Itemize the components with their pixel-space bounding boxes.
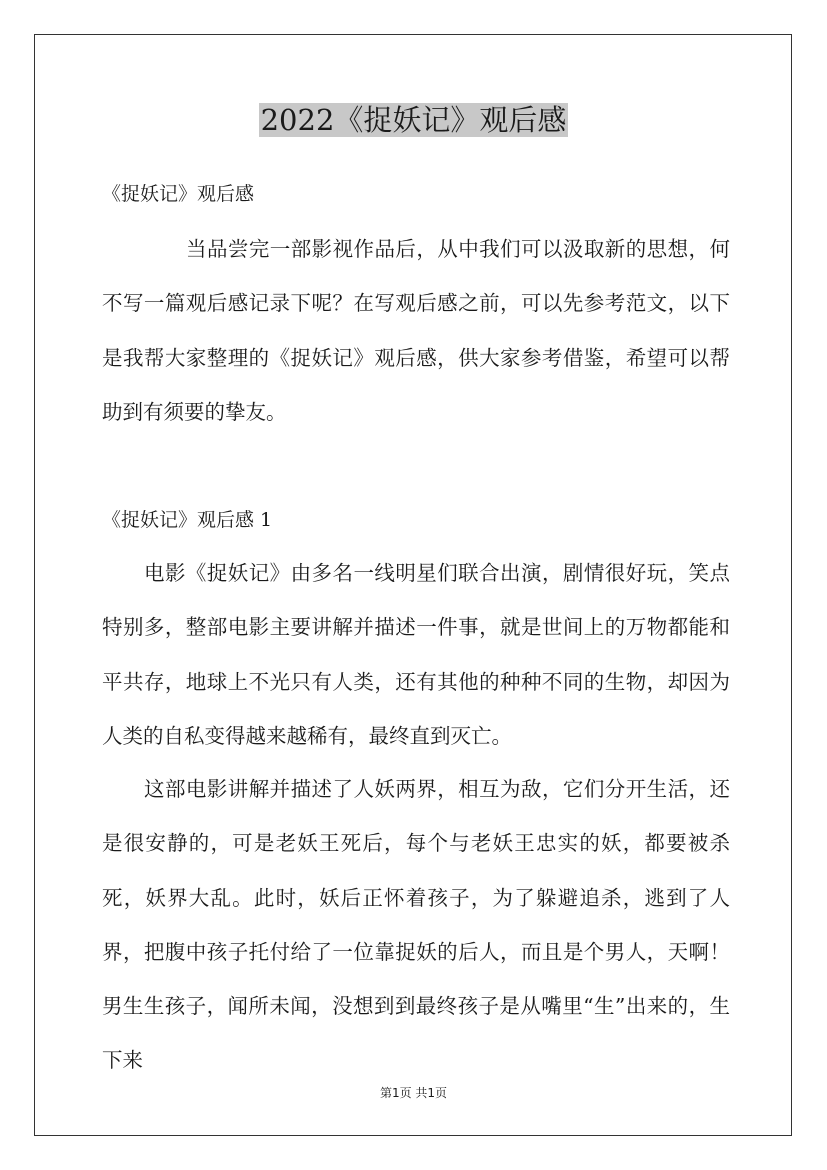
document-title: 2022《捉妖记》观后感 xyxy=(260,103,567,137)
page-footer: 第1页 共1页 xyxy=(379,1086,448,1100)
section-heading: 《捉妖记》观后感 xyxy=(102,183,255,205)
essay-heading: 《捉妖记》观后感 1 xyxy=(102,509,273,531)
body-paragraph-2: 这部电影讲解并描述了人妖两界，相互为敌，它们分开生活，还是很安静的，可是老妖王死后，每个与老妖王忠实的妖，都要被杀死，妖界大乱。此时，妖后正怀着孩子，为了躲避追杀，逃到了人界，把腹中孩子托付给了一位靠捉妖的后人，而且是个男人，天啊！男生生孩子，闻所未闻，没想到到最终孩子是从嘴里“生”出来的，生下来 xyxy=(102,777,730,1073)
intro-paragraph: 当品尝完一部影视作品后，从中我们可以汲取新的思想，何不写一篇观后感记录下呢？在写观后感之前，可以先参考范文，以下是我帮大家整理的《捉妖记》观后感，供大家参考借鉴，希望可以帮助到有须要的挚友。 xyxy=(102,237,730,424)
body-paragraph-1: 电影《捉妖记》由多名一线明星们联合出演，剧情很好玩，笑点特别多，整部电影主要讲解并描述一件事，就是世间上的万物都能和平共存，地球上不光只有人类，还有其他的种种不同的生物，却因为人类的自私变得越来越稀有，最终直到灭亡。 xyxy=(102,561,730,748)
